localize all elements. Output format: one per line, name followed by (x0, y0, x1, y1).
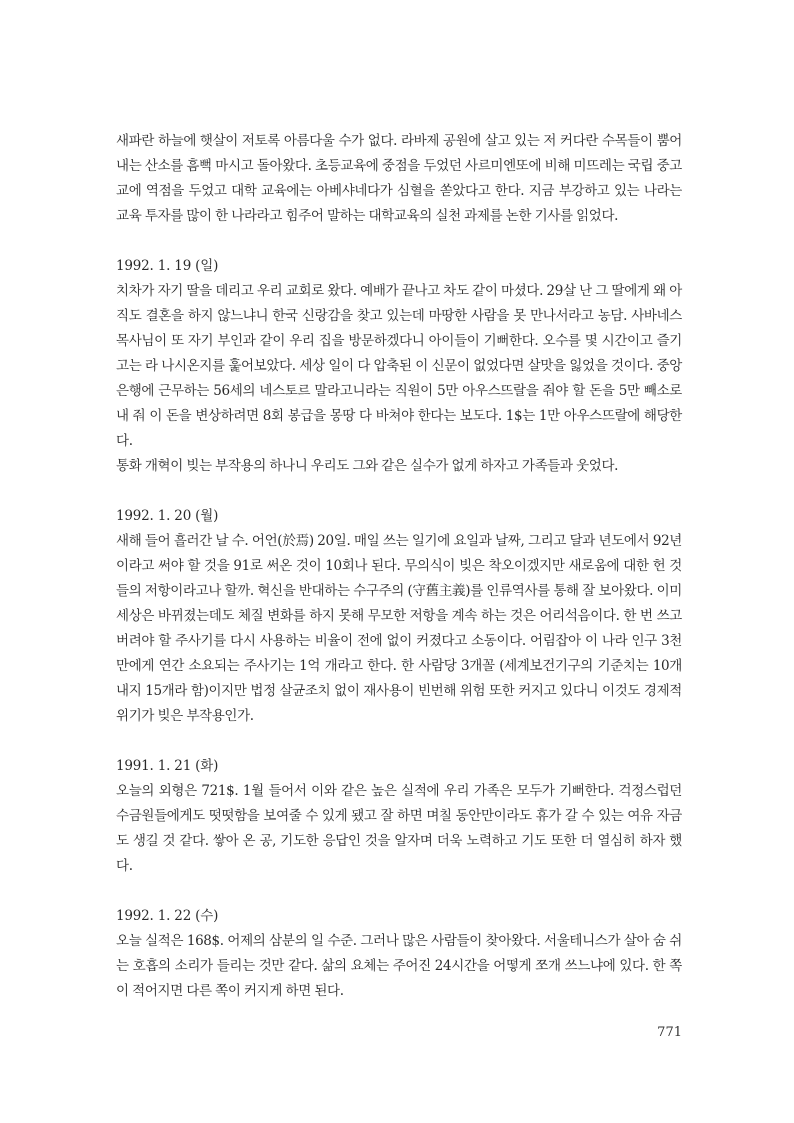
entry-paragraph: 치차가 자기 딸을 데리고 우리 교회로 왔다. 예배가 끝나고 차도 같이 마셨다. 29살 난 그 딸에게 왜 아직도 결혼을 하지 않느냐니 한국 신랑감을 찾고 있는데 마땅한 사람을 못 만나서라고 농담. 사바네스 목사님이 또 자기 부인과 같이 우리 집을 방문하겠다니 아이들이 기뻐한다. 오수를 몇 시간이고 즐기고는 라 나시온지를 훑어보았다. 세상 일이 다 압축된 이 신문이 없었다면 살맛을 잃었을 것이다. 중앙은행에 근무하는 56세의 네스토르 말라고니라는 직원이 5만 아우스뜨랄을 줘야 할 돈을 5만 빼소로 내 줘 이 돈을 변상하려면 8회 봉급을 몽땅 다 바쳐야 한다는 보도다. 1$는 1만 아우스뜨랄에 해당한다. (116, 283, 682, 449)
diary-entry-0120 (116, 504, 682, 729)
diary-page (116, 129, 682, 1004)
entry-date: 1992. 1. 22 (수) (116, 908, 219, 924)
entry-paragraph: 오늘 실적은 168$. 어제의 삼분의 일 수준. 그러나 많은 사람들이 찾아왔다. 서울테니스가 살아 숨 쉬는 호흡의 소리가 들리는 것만 같다. 삶의 요체는 주어진 24시간을 어떻게 쪼개 쓰느냐에 있다. 한 쪽이 적어지면 다른 쪽이 커지게 하면 된다. (116, 933, 682, 999)
entry-paragraph: 오늘의 외형은 721$. 1월 들어서 이와 같은 높은 실적에 우리 가족은 모두가 기뻐한다. 걱정스럽던 수금원들에게도 떳떳함을 보여줄 수 있게 됐고 잘 하면 며칠 동안만이라도 휴가 갈 수 있는 여유 자금도 생길 것 같다. 쌓아 온 공, 기도한 응답인 것을 알자며 더욱 노력하고 기도 또한 더 열심히 하자 했다. (116, 783, 682, 874)
entry-date: 1992. 1. 20 (월) (116, 508, 219, 524)
entry-date: 1992. 1. 19 (일) (116, 258, 219, 274)
entry-date: 1991. 1. 21 (화) (116, 758, 219, 774)
page-number: 771 (657, 1025, 682, 1040)
diary-entry-0121 (116, 754, 682, 879)
intro-paragraph: 새파란 하늘에 햇살이 저토록 아름다울 수가 없다. 라바제 공원에 살고 있는 저 커다란 수목들이 뿜어내는 산소를 흠뻑 마시고 돌아왔다. 초등교육에 중점을 두었던 사르미엔또에 비해 미뜨레는 국립 중고교에 역점을 두었고 대학 교육에는 아베샤네다가 심혈을 쏟았다고 한다. 지금 부강하고 있는 나라는 교육 투자를 많이 한 나라라고 힘주어 말하는 대학교육의 실천 과제를 논한 기사를 읽었다. (116, 133, 682, 224)
diary-entry-0122 (116, 904, 682, 1004)
diary-entry-0119 (116, 254, 682, 479)
entry-paragraph: 통화 개혁이 빚는 부작용의 하나니 우리도 그와 같은 실수가 없게 하자고 가족들과 웃었다. (116, 458, 619, 474)
entry-paragraph: 새해 들어 흘러간 날 수. 어언(於焉) 20일. 매일 쓰는 일기에 요일과 날짜, 그리고 달과 년도에서 92년이라고 써야 할 것을 91로 써온 것이 10회나 된다. 무의식이 빚은 착오이겠지만 새로움에 대한 헌 것들의 저항이라고나 할까. 혁신을 반대하는 수구주의 (守舊主義)를 인류역사를 통해 잘 보아왔다. 이미 세상은 바뀌졌는데도 체질 변화를 하지 못해 무모한 저항을 계속 하는 것은 어리석음이다. 한 번 쓰고 버려야 할 주사기를 다시 사용하는 비율이 전에 없이 커졌다고 소동이다. 어림잡아 이 나라 인구 3천만에게 연간 소요되는 주사기는 1억 개라고 한다. 한 사람당 3개꼴 (세계보건기구의 기준치는 10개 내지 15개라 함)이지만 법정 살균조치 없이 재사용이 빈번해 위험 또한 커지고 있다니 이것도 경제적 위기가 빚은 부작용인가. (116, 533, 682, 724)
